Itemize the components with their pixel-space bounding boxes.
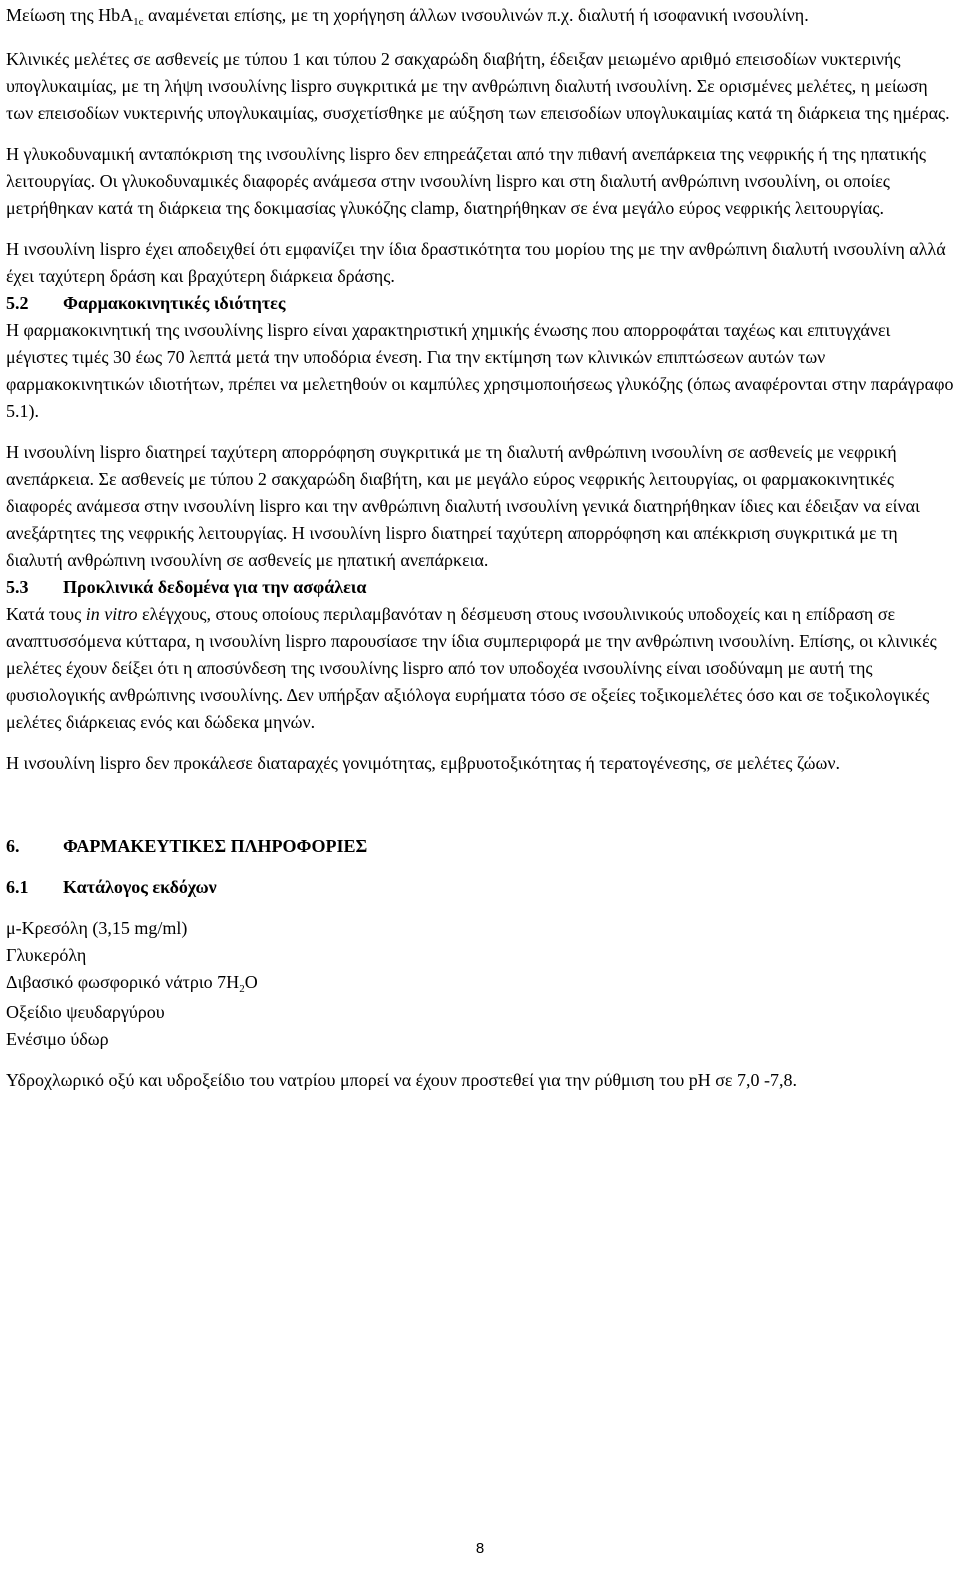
excipients-list xyxy=(6,915,954,1053)
hba1c-subscript: 1c xyxy=(133,16,144,28)
excipient-item xyxy=(6,969,954,999)
excipient-subscript: 2 xyxy=(239,983,245,995)
section-heading-6-1 xyxy=(6,874,954,901)
excipient-item: Ενέσιμο ύδωρ xyxy=(6,1029,109,1049)
section-heading-5-2 xyxy=(6,290,954,317)
section-number: 6. xyxy=(6,836,20,856)
paragraph-glycodynamic-response: Η γλυκοδυναμική ανταπόκριση της ινσουλίνης lispro δεν επηρεάζεται από την πιθανή ανεπάρκεια της νεφρικής ή της ηπατικής λειτουργίας. Οι γλυκοδυναμικές διαφορές ανάμεσα στην ινσουλίνη lispro και στη διαλυτή ανθρώπινη ινσουλίνη, οι οποίες μετρήθηκαν κατά τη διάρκεια της δοκιμασίας γλυκόζης clamp, διατηρήθηκαν σε ένα μεγάλο εύρος νεφρικής λειτουργίας. xyxy=(6,144,927,218)
paragraph-lispro-activity: Η ινσουλίνη lispro έχει αποδειχθεί ότι εμφανίζει την ίδια δραστικότητα του μορίου της με την ανθρώπινη διαλυτή ινσουλίνη αλλά έχει ταχύτερη δράση και βραχύτερη διάρκεια δράσης. xyxy=(6,239,946,286)
section-heading-6 xyxy=(6,833,954,860)
paragraph-ph-adjustment: Υδροχλωρικό οξύ και υδροξείδιο του νατρίου μπορεί να έχουν προστεθεί για την ρύθμιση του pH σε 7,0 -7,8. xyxy=(6,1070,797,1090)
page-number: 8 xyxy=(475,1540,485,1557)
paragraph-renal-insufficiency: Η ινσουλίνη lispro διατηρεί ταχύτερη απορρόφηση συγκριτικά με τη διαλυτή ανθρώπινη ινσουλίνη σε ασθενείς με νεφρική ανεπάρκεια. Σε ασθενείς με τύπου 2 σακχαρώδη διαβήτη, και με μεγάλο εύρος νεφρικής λειτουργίας, οι φαρμακοκινητικές διαφορές ανάμεσα στην ινσουλίνη lispro και την ανθρώπινη διαλυτή ινσουλίνη γενικά διατηρήθηκαν ίδιες και έδειξαν να είναι ανεξάρτητες της νεφρικής λειτουργίας. Η ινσουλίνη lispro διατηρεί ταχύτερη απορρόφηση και απέκκριση συγκριτικά με τη διαλυτή ανθρώπινη ινσουλίνη σε ασθενείς με ηπατική ανεπάρκεια. xyxy=(6,442,920,570)
section-title: Φαρμακοκινητικές ιδιότητες xyxy=(63,293,286,313)
paragraph-in-vitro xyxy=(6,601,954,736)
excipient-text: Διβασικό φωσφορικό νάτριο 7H xyxy=(6,972,240,992)
section-title: Προκλινικά δεδομένα για την ασφάλεια xyxy=(63,577,367,597)
excipient-item: Οξείδιο ψευδαργύρου xyxy=(6,1002,165,1022)
hba1c-text: Μείωση της HbA xyxy=(6,5,134,25)
excipient-text: O xyxy=(244,972,258,992)
paragraph-fertility: Η ινσουλίνη lispro δεν προκάλεσε διαταραχές γονιμότητας, εμβρυοτοξικότητας ή τερατογένεσης, σε μελέτες ζώων. xyxy=(6,753,840,773)
hba1c-rest-text: αναμένεται επίσης, με τη χορήγηση άλλων ινσουλινών π.χ. διαλυτή ή ισοφανική ινσουλίνη. xyxy=(143,5,809,25)
excipient-item: Γλυκερόλη xyxy=(6,945,87,965)
section-heading-5-3 xyxy=(6,574,954,601)
paragraph-pharmacokinetics: Η φαρμακοκινητική της ινσουλίνης lispro είναι χαρακτηριστική χημικής ένωσης που απορροφάται ταχέως και επιτυγχάνει μέγιστες τιμές 30 έως 70 λεπτά μετά την υποδόρια ένεση. Για την εκτίμηση των κλινικών επιπτώσεων αυτών των φαρμακοκινητικών ιδιοτήτων, πρέπει να μελετηθούν οι καμπύλες χρησιμοποιήσεως γλυκόζης (όπως αναφέρονται στην παράγραφο 5.1). xyxy=(6,320,954,421)
section-title: Κατάλογος εκδόχων xyxy=(63,877,217,897)
section-number: 5.2 xyxy=(6,293,29,313)
paragraph-clinical-studies: Κλινικές μελέτες σε ασθενείς με τύπου 1 και τύπου 2 σακχαρώδη διαβήτη, έδειξαν μειωμένο αριθμό επεισοδίων νυκτερινής υπογλυκαιμίας, με τη λήψη ινσουλίνης lispro συγκριτικά με την ανθρώπινη διαλυτή ινσουλίνη. Σε ορισμένες μελέτες, η μείωση των επεισοδίων νυκτερινής υπογλυκαιμίας, συσχετίσθηκε με αύξηση των επεισοδίων υπογλυκαιμίας κατά τη διάρκεια της ημέρας. xyxy=(6,49,950,123)
in-vitro-after: ελέγχους, στους οποίους περιλαμβανόταν η δέσμευση στους ινσουλινικούς υποδοχείς και η επίδραση σε αναπτυσσόμενα κύτταρα, η ινσουλίνη lispro παρουσίασε την ίδια συμπεριφορά με την ανθρώπινη ινσουλίνη. Επίσης, οι κλινικές μελέτες έχουν δείξει ότι η αποσύνδεση της ινσουλίνης lispro από τον υποδοχέα ινσουλίνης είναι ισοδύναμη με αυτή της φυσιολογικής ανθρώπινης ινσουλίνης. Δεν υπήρξαν αξιόλογα ευρήματα τόσο σε οξείες τοξικομελέτες όσο και σε τοξικολογικές μελέτες διάρκειας ενός και δώδεκα μηνών. xyxy=(6,604,937,732)
in-vitro-italic: in vitro xyxy=(85,604,138,624)
document-page xyxy=(6,2,954,1094)
hba1c-paragraph xyxy=(6,2,954,32)
in-vitro-before: Κατά τους xyxy=(6,604,86,624)
section-number: 5.3 xyxy=(6,577,29,597)
excipient-item: μ-Κρεσόλη (3,15 mg/ml) xyxy=(6,918,188,938)
section-title: ΦΑΡΜΑΚΕΥΤΙΚΕΣ ΠΛΗΡΟΦΟΡΙΕΣ xyxy=(63,836,368,856)
section-number: 6.1 xyxy=(6,877,29,897)
